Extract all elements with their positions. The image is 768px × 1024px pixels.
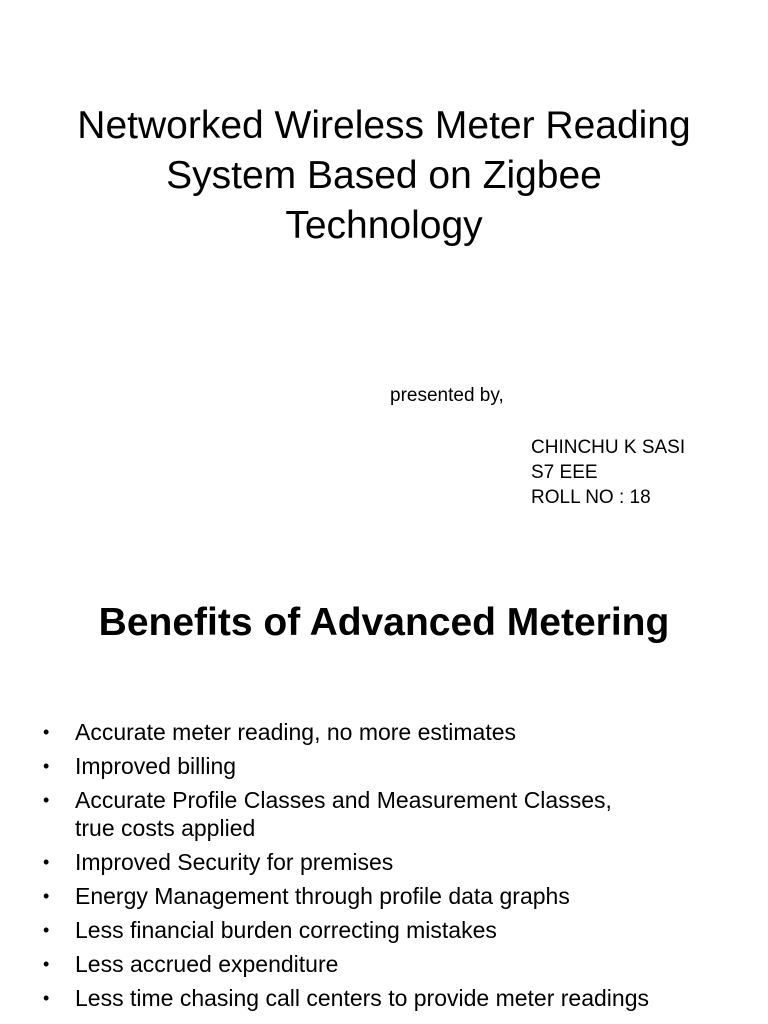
benefits-list (40, 718, 760, 1018)
list-item (40, 916, 760, 944)
list-item (40, 718, 760, 746)
list-item-text: Accurate Profile Classes and Measurement Classes, true costs applied (75, 787, 612, 841)
slide-title: Benefits of Advanced Metering (98, 601, 670, 644)
list-item-text: Improved Security for premises (75, 849, 394, 875)
list-item-text: Improved billing (75, 753, 237, 779)
bullet-icon: • (43, 988, 50, 1008)
title-line: Technology (285, 204, 483, 247)
presenter-name: CHINCHU K SASI (531, 437, 686, 458)
list-item (40, 882, 760, 910)
bullet-icon: • (43, 954, 50, 974)
presented-by-label: presented by, (390, 385, 504, 406)
list-item (40, 752, 760, 780)
list-item-text: Less financial burden correcting mistakes (75, 917, 497, 943)
presenter-roll-number: ROLL NO : 18 (531, 487, 651, 508)
title-line: System Based on Zigbee (166, 154, 602, 197)
list-item-text: Less time chasing call centers to provide meter readings (75, 985, 650, 1011)
bullet-icon: • (43, 920, 50, 940)
presenter-class: S7 EEE (531, 462, 598, 483)
list-item-text: Energy Management through profile data graphs (75, 883, 570, 909)
list-item (40, 950, 760, 978)
presentation-title (0, 101, 768, 251)
benefits-slide (0, 580, 768, 1024)
title-line: Networked Wireless Meter Reading (77, 104, 691, 147)
presenter-info (531, 435, 685, 510)
bullet-icon: • (43, 722, 50, 742)
list-item (40, 984, 760, 1012)
bullet-icon: • (43, 790, 50, 810)
bullet-icon: • (43, 852, 50, 872)
list-item (40, 786, 635, 842)
list-item (40, 848, 760, 876)
bullet-icon: • (43, 756, 50, 776)
list-item-text: Less accrued expenditure (75, 951, 339, 977)
bullet-icon: • (43, 886, 50, 906)
list-item-text: Accurate meter reading, no more estimates (75, 719, 517, 745)
